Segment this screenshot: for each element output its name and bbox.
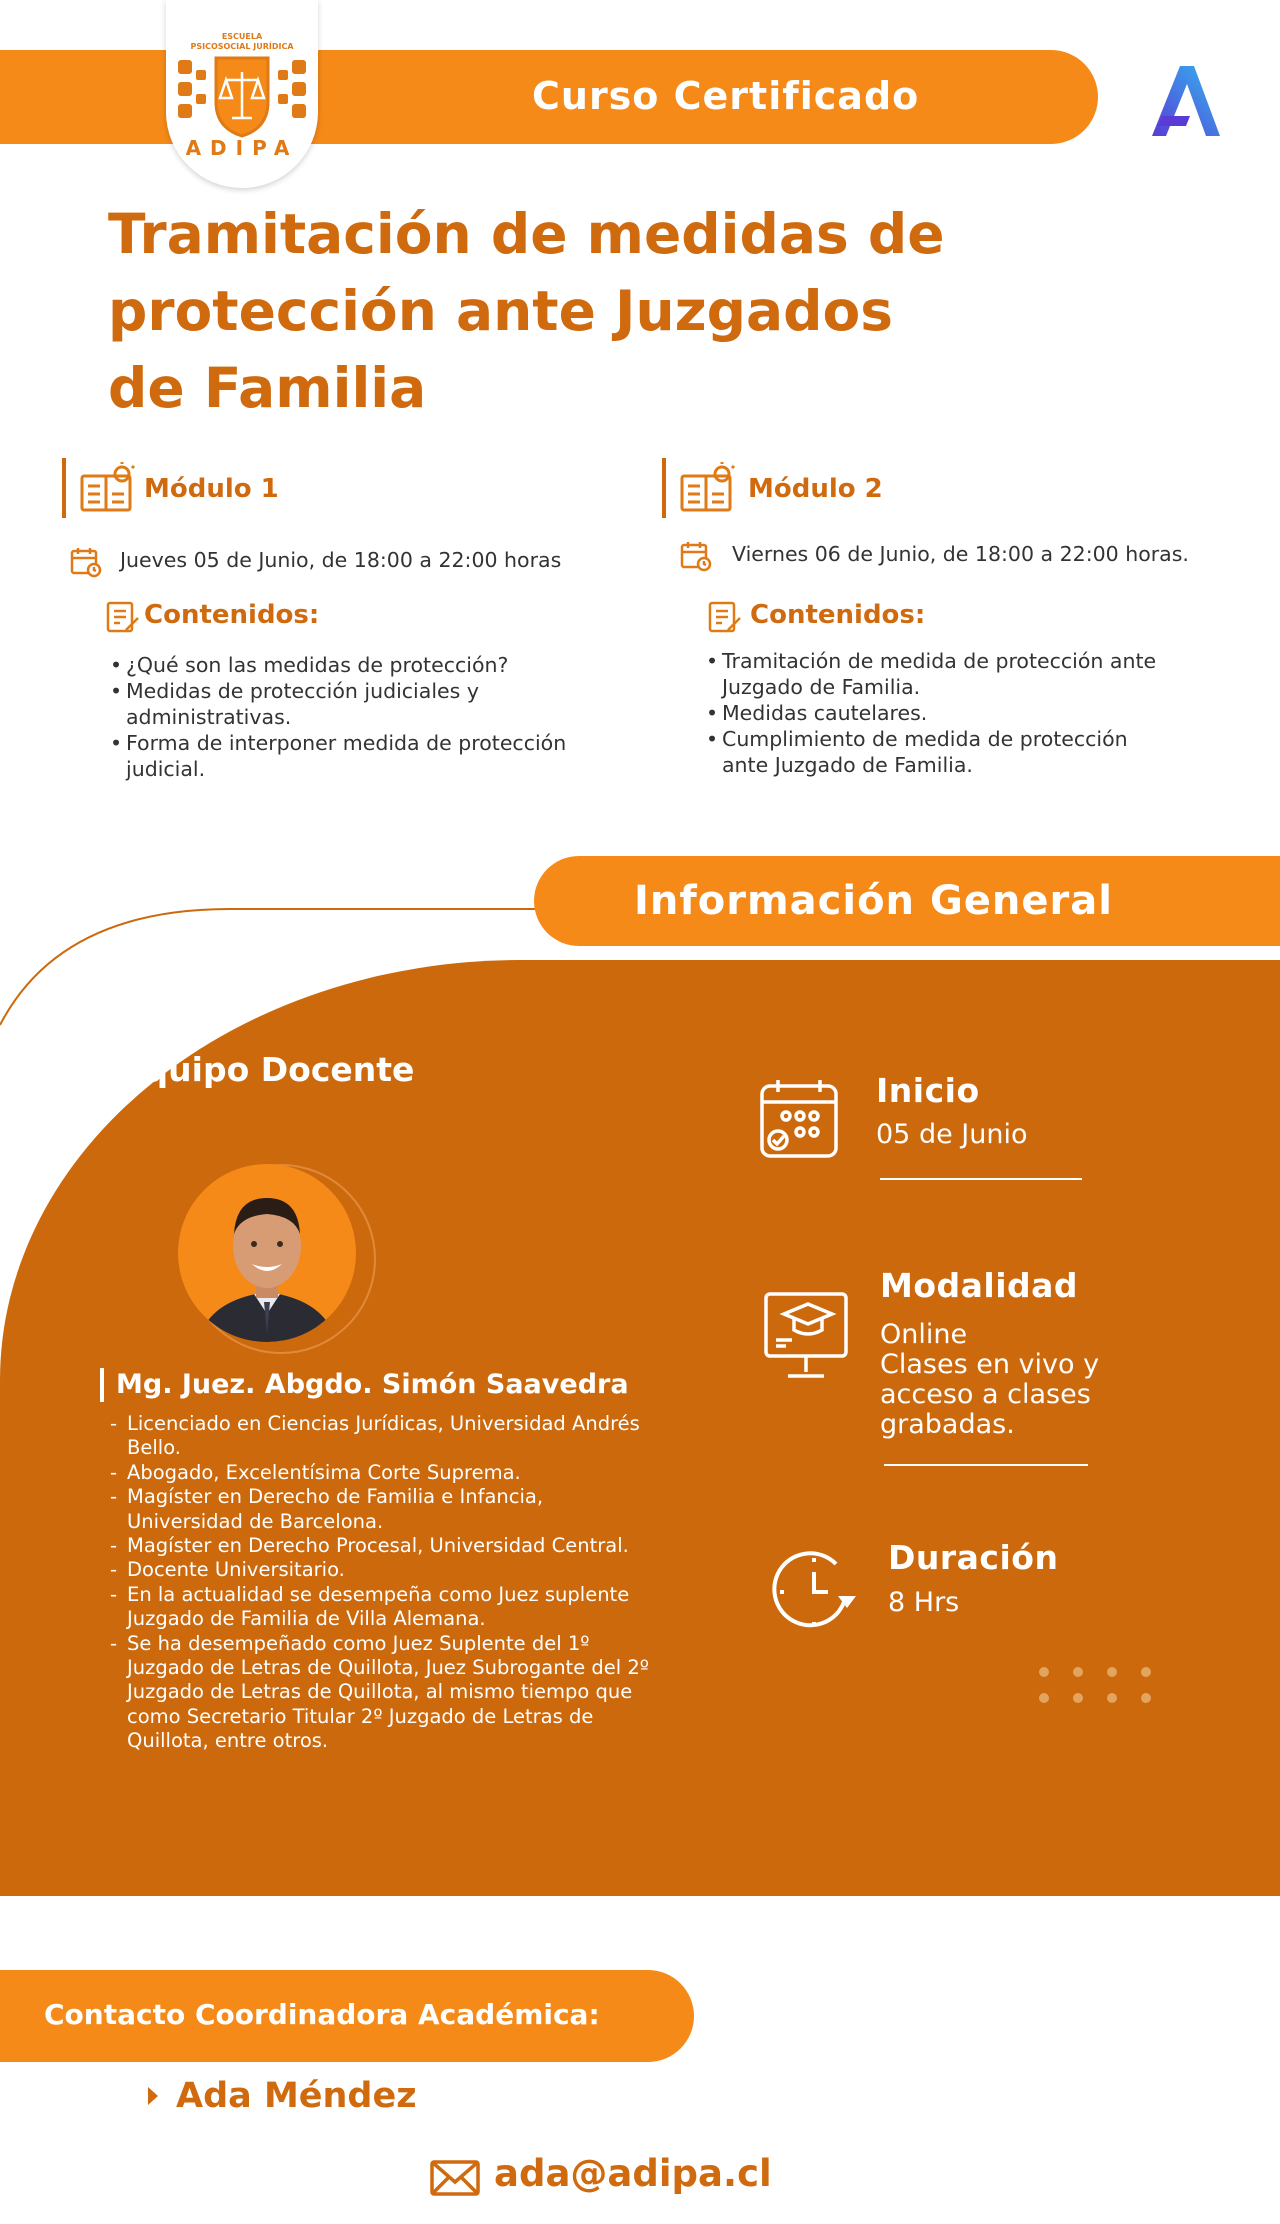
list-item: • ¿Qué son las medidas de protección? xyxy=(110,652,570,678)
module-1 xyxy=(62,458,622,798)
calendar-clock-icon xyxy=(70,546,102,578)
checklist-pencil-icon xyxy=(106,600,140,634)
teacher-bio-list xyxy=(110,1412,650,1754)
teacher-accent-bar xyxy=(100,1368,104,1402)
teacher-portrait-icon xyxy=(178,1164,356,1342)
mode-label: Modalidad xyxy=(880,1266,1079,1305)
module-date: Viernes 06 de Junio, de 18:00 a 22:00 horas. xyxy=(732,542,1189,566)
info-heading: Información General xyxy=(634,878,1113,924)
module-label: Módulo 1 xyxy=(144,474,279,504)
module-date: Jueves 05 de Junio, de 18:00 a 22:00 horas xyxy=(120,548,562,572)
course-title-line: protección ante Juzgados xyxy=(108,279,894,343)
list-item: - Magíster en Derecho de Familia e Infancia, Universidad de Barcelona. xyxy=(110,1485,650,1534)
list-item: • Tramitación de medida de protección ante Juzgado de Familia. xyxy=(706,648,1166,700)
course-type-label: Curso Certificado xyxy=(532,74,920,118)
triangle-arrow-icon xyxy=(146,2085,160,2107)
module-accent-bar xyxy=(62,458,66,518)
list-item: - Licenciado en Ciencias Jurídicas, Universidad Andrés Bello. xyxy=(110,1412,650,1461)
adipa-logo xyxy=(166,0,318,188)
logo-school-line1: ESCUELA xyxy=(221,32,263,41)
contents-title: Contenidos: xyxy=(144,600,320,630)
contact-heading: Contacto Coordinadora Académica: xyxy=(44,1998,600,2031)
course-type-banner xyxy=(0,50,1098,144)
teacher-name: Mg. Juez. Abgdo. Simón Saavedra xyxy=(116,1369,629,1400)
contents-list xyxy=(706,648,1166,778)
list-item: - Se ha desempeñado como Juez Suplente del 1º Juzgado de Letras de Quillota, Juez Subrogante del 2º Juzgado de Letras de Quillota, al mismo tiempo que como Secretario Titular 2º Juzgado de Letras de Quillota, entre otros. xyxy=(110,1632,650,1754)
team-title: Equipo Docente xyxy=(122,1050,415,1089)
scales-emblem-icon xyxy=(176,54,308,138)
contact-name: Ada Méndez xyxy=(176,2076,417,2116)
book-lightbulb-icon xyxy=(678,462,736,514)
course-title-line: de Familia xyxy=(108,356,427,420)
adipa-brand-mark-icon xyxy=(1150,62,1222,140)
list-item: - Abogado, Excelentísima Corte Suprema. xyxy=(110,1461,650,1485)
divider xyxy=(880,1178,1082,1180)
mail-icon xyxy=(430,2160,480,2196)
contact-heading-banner xyxy=(0,1970,694,2062)
contents-list xyxy=(110,652,570,782)
module-2 xyxy=(662,458,1222,798)
list-item: - Docente Universitario. xyxy=(110,1558,650,1582)
contents-title: Contenidos: xyxy=(750,600,926,630)
clock-icon xyxy=(766,1546,860,1632)
mode-value-online: Online xyxy=(880,1319,968,1350)
logo-school-line2: PSICOSOCIAL JURÍDICA xyxy=(190,42,294,51)
decorative-dots xyxy=(1036,1664,1160,1708)
duration-value: 8 Hrs xyxy=(888,1587,960,1618)
start-value: 05 de Junio xyxy=(876,1119,1028,1150)
divider xyxy=(884,1464,1088,1466)
checklist-pencil-icon xyxy=(708,600,742,634)
mode-value-description: Clases en vivo y acceso a clases grabadas. xyxy=(880,1349,1100,1440)
calendar-check-icon xyxy=(758,1078,842,1160)
list-item: • Forma de interponer medida de protección judicial. xyxy=(110,730,570,782)
course-title-line: Tramitación de medidas de xyxy=(108,202,945,266)
start-label: Inicio xyxy=(876,1071,980,1110)
list-item: • Medidas cautelares. xyxy=(706,700,1166,726)
avatar xyxy=(178,1164,356,1342)
list-item: • Cumplimiento de medida de protección ante Juzgado de Familia. xyxy=(706,726,1166,778)
module-label: Módulo 2 xyxy=(748,474,883,504)
logo-brand-word: ADIPA xyxy=(185,136,299,160)
module-accent-bar xyxy=(662,458,666,518)
info-heading-banner xyxy=(534,856,1280,946)
list-item: • Medidas de protección judiciales y administrativas. xyxy=(110,678,570,730)
list-item: - Magíster en Derecho Procesal, Universidad Central. xyxy=(110,1534,650,1558)
calendar-clock-icon xyxy=(680,540,712,572)
list-item: - En la actualidad se desempeña como Juez suplente Juzgado de Familia de Villa Alemana. xyxy=(110,1583,650,1632)
book-lightbulb-icon xyxy=(78,462,136,514)
course-title xyxy=(108,196,1088,427)
monitor-graduation-cap-icon xyxy=(762,1288,850,1380)
duration-label: Duración xyxy=(888,1538,1059,1577)
contact-email-link[interactable]: ada@adipa.cl xyxy=(494,2152,772,2195)
